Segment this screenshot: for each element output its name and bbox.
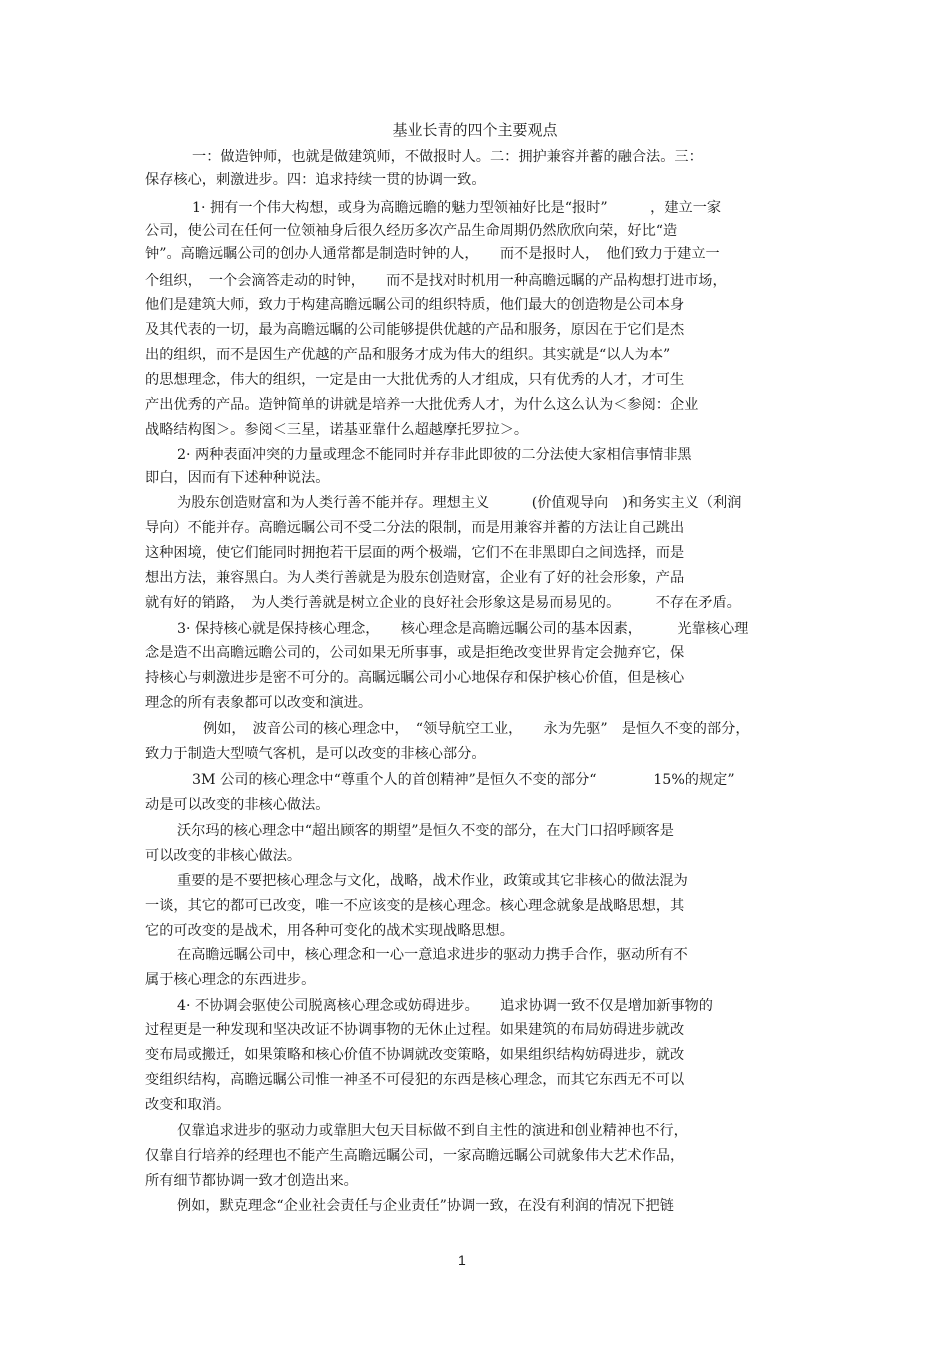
text-line: 念是造不出高瞻远瞻公司的，公司如果无所事事，或是拒绝改变世界肯定会抛弃它，保 (145, 645, 685, 661)
text-line: 变组织结构，高瞻远瞩公司惟一神圣不可侵犯的东西是核心理念，而其它东西无不可以 (145, 1072, 685, 1088)
text-line: 在高瞻远瞩公司中，核心理念和一心一意追求进步的驱动力携手合作，驱动所有不 (177, 947, 688, 963)
text-line: 持核心与刺激进步是密不可分的。高瞩远瞩公司小心地保存和保护核心价值，但是核心 (145, 670, 685, 686)
text-line: 及其代表的一切，最为高瞻远瞩的公司能够提供优越的产品和服务，原因在于它们是杰 (145, 322, 685, 338)
text-line: 个组织， 一个会滴答走动的时钟， 而不是找对时机用一种高瞻远瞩的产品构想打进市场， (145, 273, 727, 289)
text-line: 重要的是不要把核心理念与文化，战略，战术作业，政策或其它非核心的做法混为 (177, 873, 688, 889)
text-line: 2· 两种表面冲突的力量或理念不能同时并存非此即彼的二分法使大家相信事情非黑 (177, 447, 692, 463)
text-line: 例如， 波音公司的核心理念中， “领导航空工业， 永为先驱” 是恒久不变的部分， (203, 721, 750, 737)
text-line: 变布局或搬迁，如果策略和核心价值不协调就改变策略，如果组织结构妨碍进步，就改 (145, 1047, 685, 1063)
text-line: 3M 公司的核心理念中“尊重个人的首创精神”是恒久不变的部分“ 15%的规定” (192, 772, 735, 788)
text-line: 例如，默克理念“企业社会责任与企业责任”协调一致，在没有利润的情况下把链 (177, 1198, 674, 1214)
text-line: 想出方法，兼容黑白。为人类行善就是为股东创造财富，企业有了好的社会形象，产品 (145, 570, 685, 586)
text-line: 这种困境，使它们能同时拥抱若干层面的两个极端，它们不在非黑即白之间选择，而是 (145, 545, 685, 561)
text-line: 战略结构图＞。参阅＜三星，诺基亚靠什么超越摩托罗拉＞。 (145, 422, 529, 438)
text-line: 保存核心，刺激进步。四：追求持续一贯的协调一致。 (145, 172, 486, 188)
text-line: 即白，因而有下述种种说法。 (145, 470, 330, 486)
text-line: 仅靠追求进步的驱动力或靠胆大包天目标做不到自主性的演进和创业精神也不行， (177, 1123, 688, 1139)
text-line: 导向）不能并存。高瞻远瞩公司不受二分法的限制，而是用兼容并蓄的方法让自己跳出 (145, 520, 685, 536)
text-line: 出的组织，而不是因生产优越的产品和服务才成为伟大的组织。其实就是“以人为本” (145, 347, 671, 363)
document-title: 基业长青的四个主要观点 (392, 121, 558, 139)
text-line: 3· 保持核心就是保持核心理念， 核心理念是高瞻远瞩公司的基本因素， 光靠核心理 (177, 621, 749, 637)
text-line: 过程更是一种发现和坚决改证不协调事物的无休止过程。如果建筑的布局妨碍进步就改 (145, 1022, 685, 1038)
text-line: 就有好的销路， 为人类行善就是树立企业的良好社会形象这是易而易见的。 不存在矛盾。 (145, 595, 741, 611)
text-line: 属于核心理念的东西进步。 (145, 972, 316, 988)
text-line: 1· 拥有一个伟大构想，或身为高瞻远瞻的魅力型领袖好比是“报时” ，建立一家 (192, 200, 722, 216)
text-line: 所有细节都协调一致才创造出来。 (145, 1173, 358, 1189)
text-line: 改变和取消。 (145, 1097, 231, 1113)
text-line: 产出优秀的产品。造钟简单的讲就是培养一大批优秀人才，为什么这么认为＜参阅：企业 (145, 397, 699, 413)
text-line: 它的可改变的是战术，用各种可变化的战术实现战略思想。 (145, 923, 514, 939)
text-line: 为股东创造财富和为人类行善不能并存。理想主义 (价值观导向 )和务实主义（利润 (177, 495, 742, 511)
page-number: 1 (458, 1252, 466, 1268)
text-line: 动是可以改变的非核心做法。 (145, 797, 330, 813)
text-line: 钟”。高瞻远瞩公司的创办人通常都是制造时钟的人， 而不是报时人， 他们致力于建立一 (145, 246, 720, 262)
text-line: 理念的所有表象都可以改变和演进。 (145, 695, 373, 711)
text-line: 他们是建筑大师，致力于构建高瞻远瞩公司的组织特质，他们最大的创造物是公司本身 (145, 297, 685, 313)
text-line: 公司，使公司在任何一位领袖身后很久经历多次产品生命周期仍然欣欣向荣，好比“造 (145, 223, 678, 239)
text-line: 可以改变的非核心做法。 (145, 848, 302, 864)
text-line: 一：做造钟师，也就是做建筑师，不做报时人。二：拥护兼容并蓄的融合法。三： (192, 149, 703, 165)
text-line: 致力于制造大型喷气客机，是可以改变的非核心部分。 (145, 746, 486, 762)
text-line: 一谈，其它的都可已改变，唯一不应该变的是核心理念。核心理念就象是战略思想，其 (145, 898, 685, 914)
text-line: 沃尔玛的核心理念中“超出顾客的期望”是恒久不变的部分，在大门口招呼顾客是 (177, 823, 674, 839)
text-line: 仅靠自行培养的经理也不能产生高瞻远瞩公司，一家高瞻远瞩公司就象伟大艺术作品， (145, 1148, 685, 1164)
text-line: 的思想理念，伟大的组织，一定是由一大批优秀的人才组成，只有优秀的人才，才可生 (145, 372, 685, 388)
text-line: 4· 不协调会驱使公司脱离核心理念或妨碍进步。 追求协调一致不仅是增加新事物的 (177, 998, 713, 1014)
